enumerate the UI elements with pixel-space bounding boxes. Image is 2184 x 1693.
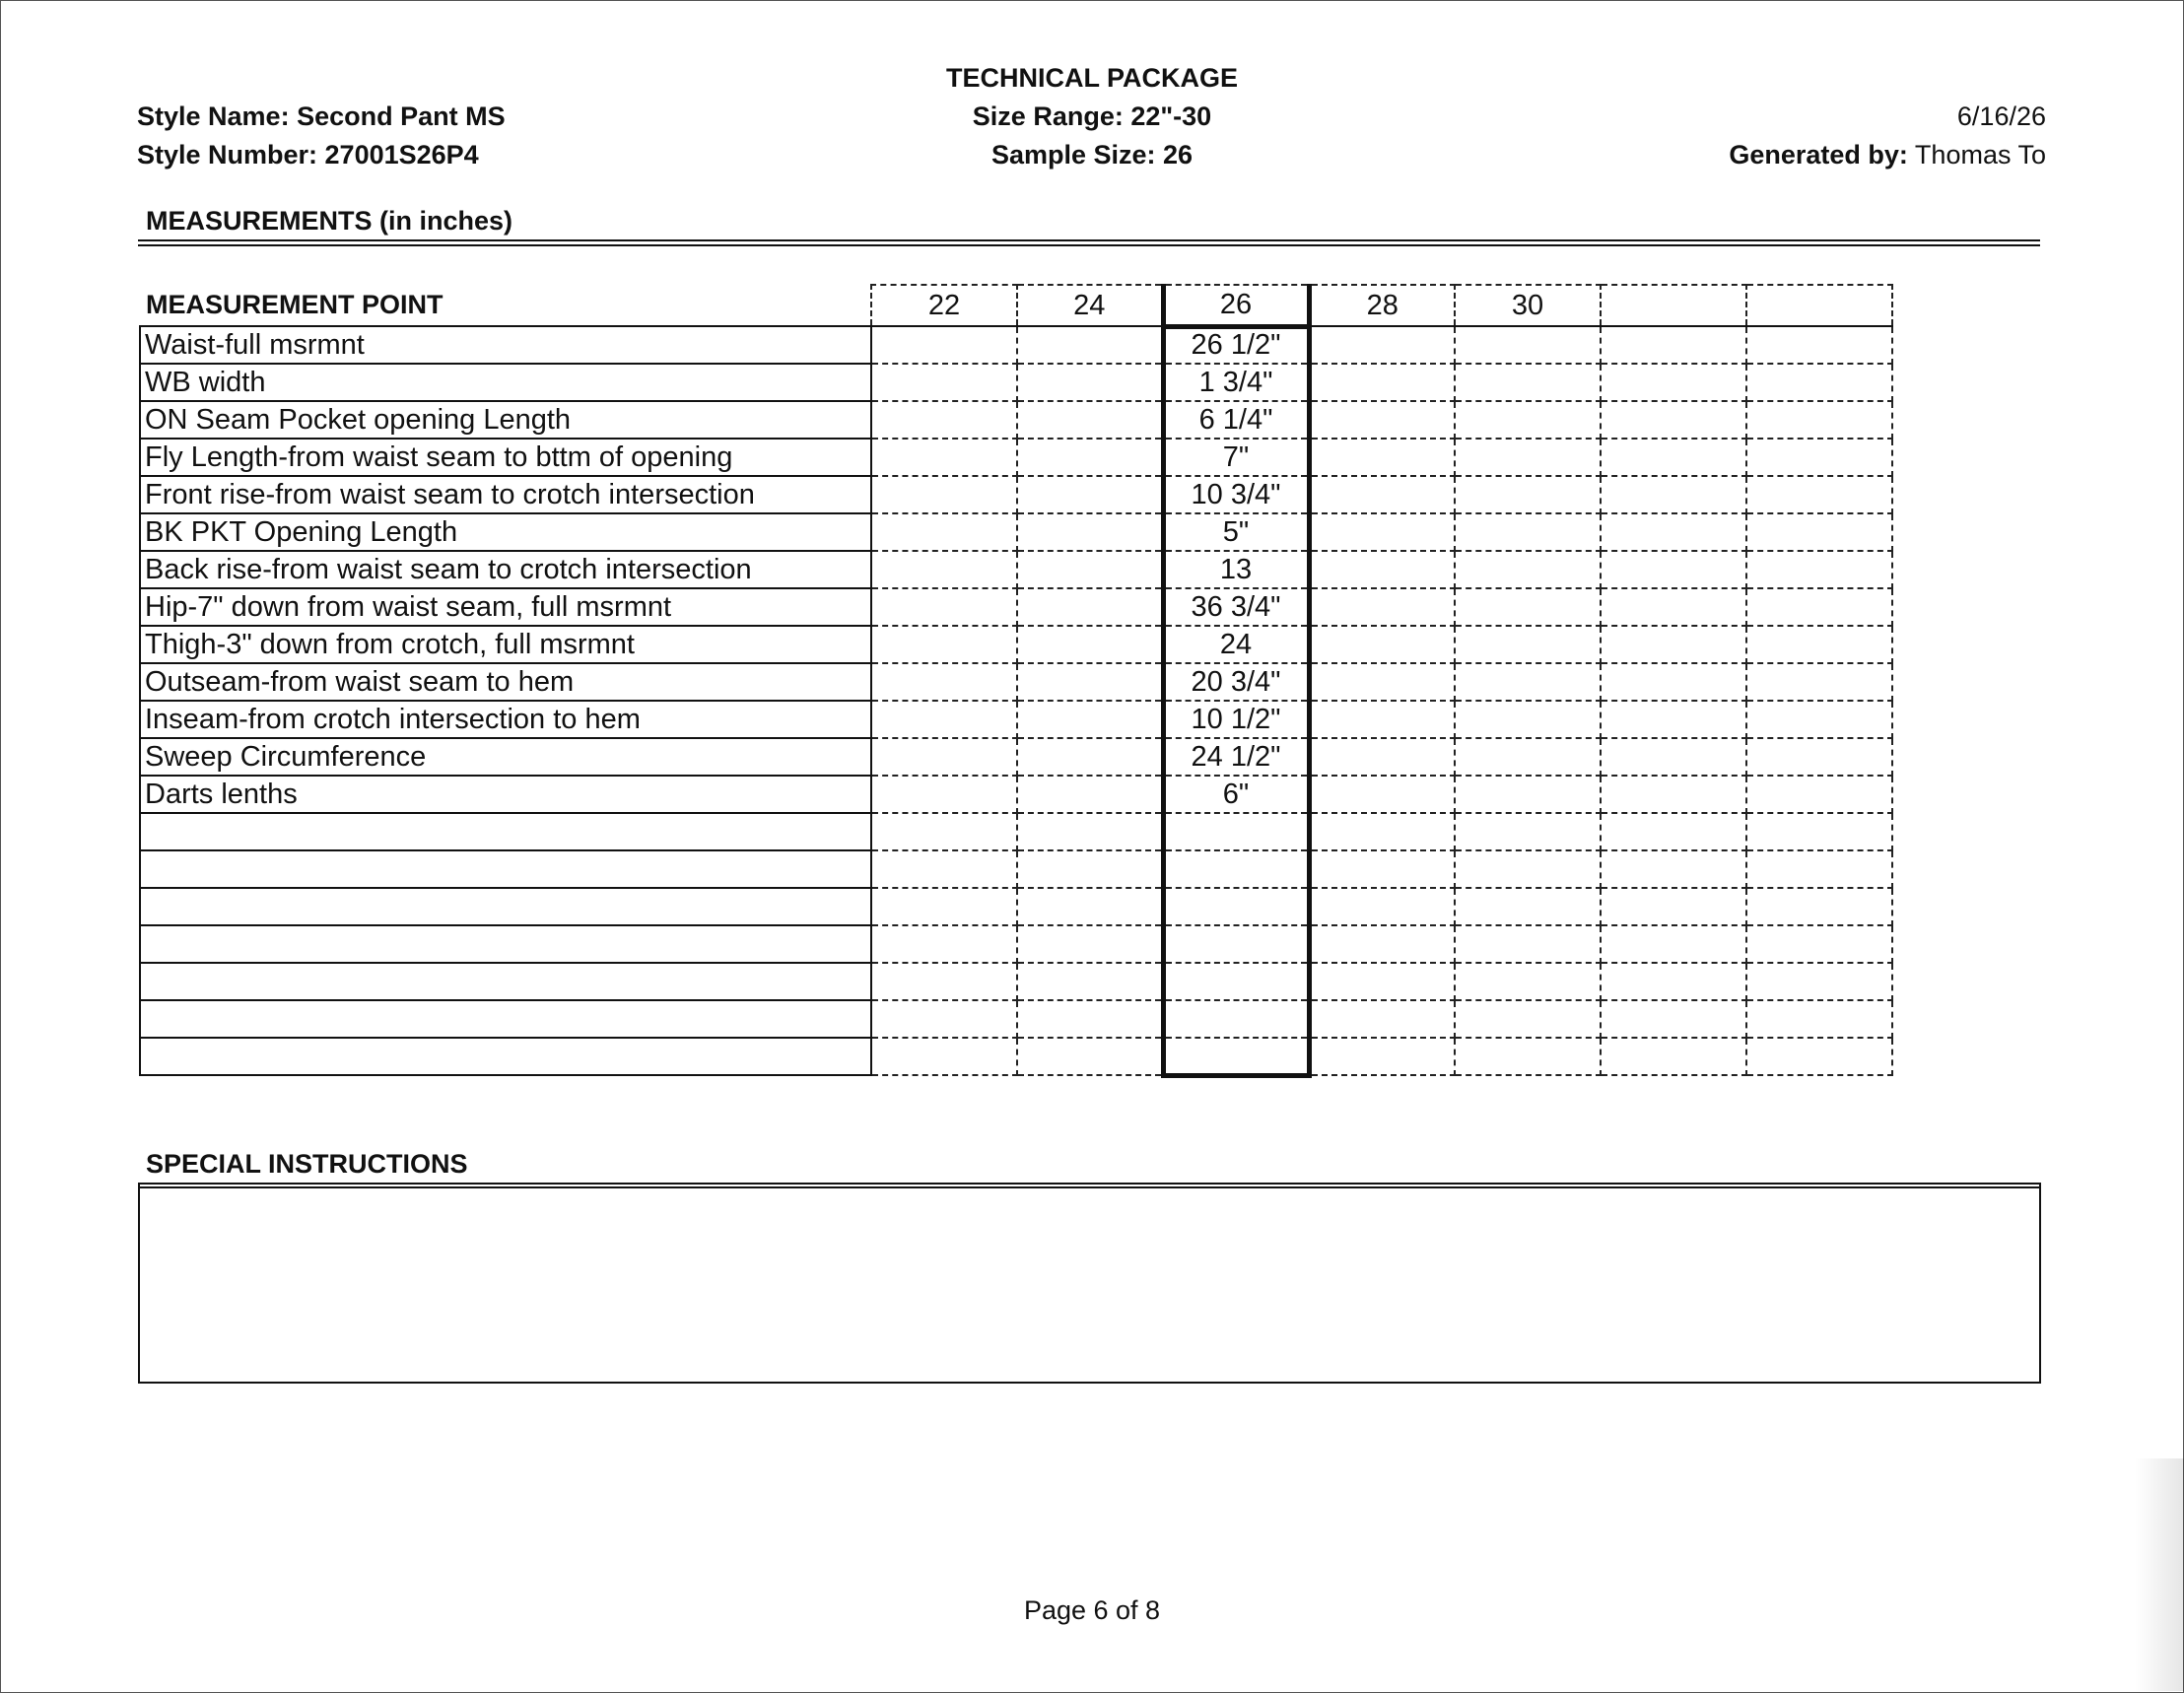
table-row [140, 439, 1892, 476]
size-value-cell [871, 551, 1017, 588]
size-value-cell [1746, 850, 1892, 888]
sample-size: Sample Size: 26 [990, 140, 1194, 169]
table-row [140, 663, 1892, 701]
size-value-cell [871, 1000, 1017, 1038]
size-value-cell [1455, 1038, 1601, 1075]
size-value-cell [1017, 1038, 1163, 1075]
size-value-cell [1017, 364, 1163, 401]
table-row [140, 963, 1892, 1000]
size-value-cell [1309, 401, 1455, 439]
size-value-cell [1309, 551, 1455, 588]
size-value-cell [1601, 850, 1746, 888]
size-value-cell [1746, 776, 1892, 813]
size-value-cell [1455, 1000, 1601, 1038]
size-value-cell [1017, 626, 1163, 663]
size-value-cell [1309, 925, 1455, 963]
size-value-cell [1455, 326, 1601, 364]
measurement-point-header: MEASUREMENT POINT [140, 285, 871, 326]
size-value-cell [1017, 588, 1163, 626]
size-value-cell [1455, 364, 1601, 401]
size-value-cell [871, 813, 1017, 850]
size-value-cell [1017, 888, 1163, 925]
page-edge-shadow [2135, 1458, 2184, 1691]
measurement-point-cell: Fly Length-from waist seam to bttm of opening [140, 439, 871, 476]
size-value-cell [1601, 401, 1746, 439]
size-value-cell [1309, 326, 1455, 364]
size-value-cell [871, 925, 1017, 963]
size-value-cell [1455, 925, 1601, 963]
document-title: TECHNICAL PACKAGE [945, 63, 1239, 93]
size-value-cell [1601, 439, 1746, 476]
sample-size-value-cell: 5" [1163, 513, 1309, 551]
size-value-cell [1017, 476, 1163, 513]
table-row [140, 776, 1892, 813]
measurement-point-cell: Waist-full msrmnt [140, 326, 871, 364]
table-row [140, 364, 1892, 401]
table-row [140, 850, 1892, 888]
size-value-cell [1017, 401, 1163, 439]
size-value-cell [1455, 776, 1601, 813]
size-value-cell [871, 513, 1017, 551]
size-value-cell [1309, 738, 1455, 776]
size-value-cell [1309, 963, 1455, 1000]
size-value-cell [1746, 513, 1892, 551]
special-instructions-text [140, 1185, 2039, 1212]
size-value-cell [871, 663, 1017, 701]
size-value-cell [1455, 401, 1601, 439]
size-value-cell [1601, 364, 1746, 401]
size-value-cell [1746, 888, 1892, 925]
sample-size-value-cell [1163, 850, 1309, 888]
size-value-cell [1017, 663, 1163, 701]
size-value-cell [1309, 1038, 1455, 1075]
size-value-cell [871, 626, 1017, 663]
size-value-cell [1309, 813, 1455, 850]
sample-size-value-cell: 1 3/4" [1163, 364, 1309, 401]
size-value-cell [1746, 1000, 1892, 1038]
size-value-cell [871, 1038, 1017, 1075]
size-value-cell [1017, 439, 1163, 476]
measurement-point-cell: WB width [140, 364, 871, 401]
size-value-cell [1746, 439, 1892, 476]
size-value-cell [1455, 513, 1601, 551]
size-value-cell [1601, 513, 1746, 551]
sample-size-value-cell: 7" [1163, 439, 1309, 476]
size-value-cell [871, 401, 1017, 439]
size-value-cell [1017, 1000, 1163, 1038]
table-row [140, 1038, 1892, 1075]
size-value-cell [1455, 850, 1601, 888]
size-value-cell [1455, 813, 1601, 850]
sample-size-value-cell: 10 3/4" [1163, 476, 1309, 513]
size-value-cell [1017, 701, 1163, 738]
size-value-cell [1017, 925, 1163, 963]
size-value-cell [1746, 963, 1892, 1000]
size-value-cell [1746, 588, 1892, 626]
size-value-cell [1017, 813, 1163, 850]
size-value-cell [1601, 588, 1746, 626]
sample-size-value-cell: 24 [1163, 626, 1309, 663]
size-value-cell [1746, 476, 1892, 513]
size-value-cell [1455, 551, 1601, 588]
size-value-cell [1017, 513, 1163, 551]
style-name: Style Name: Second Pant MS [137, 102, 506, 131]
size-value-cell [1601, 776, 1746, 813]
size-value-cell [1455, 738, 1601, 776]
size-value-cell [1601, 1000, 1746, 1038]
size-value-cell [871, 588, 1017, 626]
size-value-cell [1017, 963, 1163, 1000]
style-number: Style Number: 27001S26P4 [137, 140, 479, 169]
size-header-cell [1746, 285, 1892, 326]
measurement-point-cell: BK PKT Opening Length [140, 513, 871, 551]
measurements-section-title: MEASUREMENTS (in inches) [146, 206, 513, 236]
size-header-cell: 24 [1017, 285, 1163, 326]
table-row [140, 1000, 1892, 1038]
table-row [140, 476, 1892, 513]
size-value-cell [871, 476, 1017, 513]
size-value-cell [1746, 626, 1892, 663]
size-header-cell: 28 [1309, 285, 1455, 326]
size-value-cell [1746, 925, 1892, 963]
size-value-cell [1017, 738, 1163, 776]
generated-by-name: Thomas To [1907, 140, 2046, 169]
table-row [140, 888, 1892, 925]
size-header-cell [1601, 285, 1746, 326]
size-value-cell [1017, 776, 1163, 813]
size-value-cell [1455, 588, 1601, 626]
size-value-cell [871, 326, 1017, 364]
measurement-point-cell: Hip-7" down from waist seam, full msrmnt [140, 588, 871, 626]
size-value-cell [1309, 701, 1455, 738]
sample-size-value-cell: 13 [1163, 551, 1309, 588]
size-value-cell [1601, 888, 1746, 925]
measurement-point-cell: Thigh-3" down from crotch, full msrmnt [140, 626, 871, 663]
size-value-cell [1601, 925, 1746, 963]
special-instructions-box [138, 1183, 2041, 1384]
sample-size-value-cell: 6 1/4" [1163, 401, 1309, 439]
table-row [140, 813, 1892, 850]
sample-size-value-cell: 20 3/4" [1163, 663, 1309, 701]
size-value-cell [1601, 1038, 1746, 1075]
size-value-cell [1309, 476, 1455, 513]
size-value-cell [1746, 364, 1892, 401]
size-value-cell [1017, 850, 1163, 888]
size-value-cell [1746, 738, 1892, 776]
size-value-cell [1309, 1000, 1455, 1038]
size-value-cell [871, 738, 1017, 776]
sample-size-value-cell: 10 1/2" [1163, 701, 1309, 738]
size-value-cell [1601, 326, 1746, 364]
size-value-cell [871, 776, 1017, 813]
size-value-cell [871, 963, 1017, 1000]
size-value-cell [1017, 326, 1163, 364]
size-value-cell [1746, 813, 1892, 850]
size-value-cell [1601, 738, 1746, 776]
size-value-cell [1601, 701, 1746, 738]
size-value-cell [871, 364, 1017, 401]
measurement-point-cell: ON Seam Pocket opening Length [140, 401, 871, 439]
size-value-cell [1455, 963, 1601, 1000]
size-value-cell [1309, 588, 1455, 626]
size-value-cell [1746, 401, 1892, 439]
measurement-point-cell: Sweep Circumference [140, 738, 871, 776]
size-value-cell [1746, 663, 1892, 701]
size-value-cell [1601, 963, 1746, 1000]
size-value-cell [1455, 701, 1601, 738]
table-row [140, 551, 1892, 588]
sample-size-value-cell: 36 3/4" [1163, 588, 1309, 626]
size-value-cell [1455, 888, 1601, 925]
table-row [140, 513, 1892, 551]
measurements-table-body [140, 326, 1892, 1075]
measurement-point-cell [140, 1038, 871, 1075]
size-value-cell [1455, 626, 1601, 663]
measurement-point-cell [140, 963, 871, 1000]
size-value-cell [1601, 476, 1746, 513]
size-value-cell [1455, 439, 1601, 476]
generated-by-label: Generated by: [1729, 140, 1908, 169]
generated-by [1729, 137, 2046, 172]
size-value-cell [1746, 326, 1892, 364]
size-value-cell [871, 701, 1017, 738]
special-instructions-title: SPECIAL INSTRUCTIONS [146, 1149, 468, 1179]
table-row [140, 326, 1892, 364]
size-header-cell: 30 [1455, 285, 1601, 326]
measurement-point-cell [140, 888, 871, 925]
sample-size-value-cell [1163, 888, 1309, 925]
size-header-row [140, 285, 1892, 326]
size-value-cell [1309, 626, 1455, 663]
measurement-point-cell: Back rise-from waist seam to crotch intersection [140, 551, 871, 588]
size-value-cell [1309, 888, 1455, 925]
measurement-point-cell [140, 813, 871, 850]
size-value-cell [1601, 663, 1746, 701]
measurement-point-cell: Inseam-from crotch intersection to hem [140, 701, 871, 738]
measurements-table [139, 284, 1893, 1078]
sample-size-value-cell [1163, 925, 1309, 963]
measurement-point-cell [140, 850, 871, 888]
size-value-cell [871, 439, 1017, 476]
table-row [140, 626, 1892, 663]
sample-size-value-cell [1163, 813, 1309, 850]
size-range: Size Range: 22"-30 [972, 102, 1212, 131]
size-value-cell [1017, 551, 1163, 588]
size-value-cell [871, 850, 1017, 888]
table-row [140, 401, 1892, 439]
sample-size-value-cell [1163, 963, 1309, 1000]
size-value-cell [871, 888, 1017, 925]
size-value-cell [1746, 1038, 1892, 1075]
size-value-cell [1309, 850, 1455, 888]
sample-size-value-cell: 6" [1163, 776, 1309, 813]
size-value-cell [1455, 476, 1601, 513]
size-value-cell [1309, 663, 1455, 701]
measurement-point-cell: Darts lenths [140, 776, 871, 813]
table-row [140, 588, 1892, 626]
size-value-cell [1455, 663, 1601, 701]
sample-size-value-cell [1163, 1000, 1309, 1038]
table-row [140, 701, 1892, 738]
size-value-cell [1601, 551, 1746, 588]
size-value-cell [1601, 813, 1746, 850]
measurement-point-cell: Outseam-from waist seam to hem [140, 663, 871, 701]
document-date: 6/16/26 [1956, 102, 2046, 131]
size-header-cell: 22 [871, 285, 1017, 326]
size-value-cell [1746, 701, 1892, 738]
sample-size-value-cell: 26 1/2" [1163, 326, 1309, 364]
measurement-point-cell: Front rise-from waist seam to crotch intersection [140, 476, 871, 513]
size-value-cell [1746, 551, 1892, 588]
page-number: Page 6 of 8 [1023, 1595, 1161, 1625]
size-value-cell [1309, 513, 1455, 551]
size-value-cell [1309, 364, 1455, 401]
sample-size-value-cell [1163, 1038, 1309, 1075]
measurement-point-cell [140, 1000, 871, 1038]
measurement-point-cell [140, 925, 871, 963]
size-value-cell [1601, 626, 1746, 663]
table-row [140, 925, 1892, 963]
size-value-cell [1309, 776, 1455, 813]
table-row [140, 738, 1892, 776]
size-header-cell: 26 [1163, 285, 1309, 326]
size-value-cell [1309, 439, 1455, 476]
measurements-divider [138, 239, 2040, 246]
sample-size-value-cell: 24 1/2" [1163, 738, 1309, 776]
